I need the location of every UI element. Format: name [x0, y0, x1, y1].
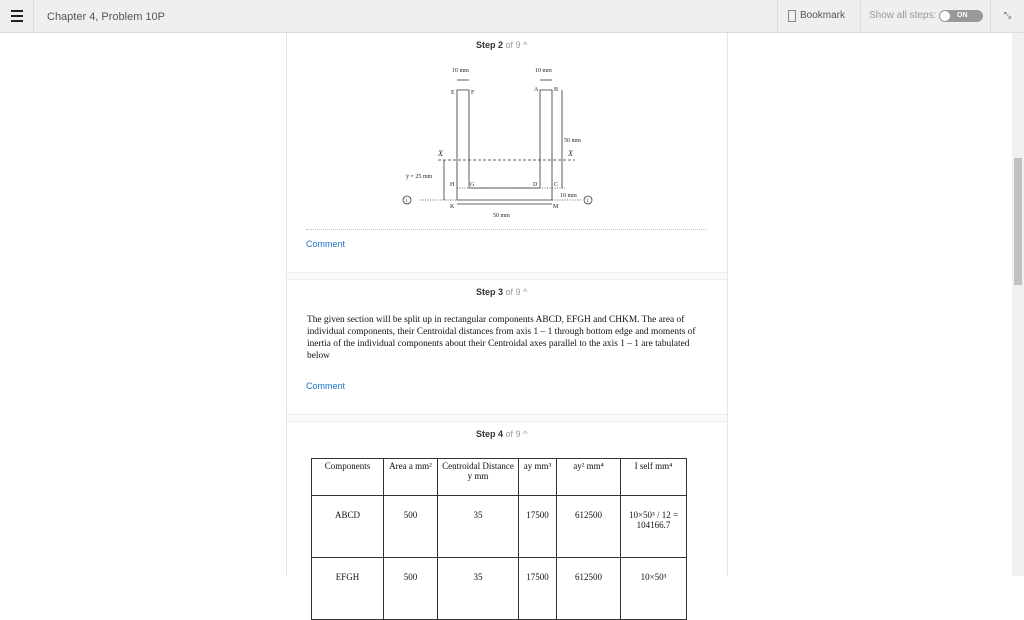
step-4-header[interactable]: Step 4 of 9 ^: [476, 429, 528, 439]
svg-text:1: 1: [405, 199, 408, 204]
cell: 612500: [557, 496, 621, 558]
svg-text:10 mm: 10 mm: [535, 68, 552, 74]
svg-text:C: C: [554, 182, 559, 188]
header-cell: Components: [312, 459, 384, 496]
svg-text:K: K: [450, 204, 455, 210]
svg-text:10 mm: 10 mm: [452, 68, 469, 74]
collapse-icon[interactable]: ⤡: [990, 0, 1024, 33]
svg-text:M: M: [553, 204, 559, 210]
scrollbar-thumb[interactable]: [1014, 158, 1022, 285]
svg-text:A: A: [534, 87, 539, 93]
cell: 500: [384, 558, 438, 620]
cell: 35: [438, 558, 519, 620]
svg-text:1: 1: [586, 199, 589, 204]
svg-text:50 mm: 50 mm: [493, 213, 510, 219]
cell: 17500: [519, 558, 557, 620]
step-3-header[interactable]: Step 3 of 9 ^: [476, 287, 528, 297]
svg-text:X: X: [438, 149, 443, 158]
table-row: [312, 558, 687, 620]
toggle-label: ON: [957, 12, 968, 19]
svg-text:E: E: [451, 90, 455, 96]
u-section-figure: [390, 60, 610, 225]
comment-link[interactable]: Comment: [306, 381, 346, 391]
header-cell: Area a mm²: [384, 459, 438, 496]
bookmark-label: Bookmark: [800, 10, 846, 21]
comment-link[interactable]: Comment: [306, 239, 346, 249]
cell: 612500: [557, 558, 621, 620]
step-2-header[interactable]: Step 2 of 9 ^: [476, 40, 528, 50]
cell: 500: [384, 496, 438, 558]
svg-text:H: H: [450, 182, 455, 188]
bookmark-icon: [788, 10, 796, 22]
step-separator: [287, 272, 727, 280]
header-cell: Centroidal Distance y mm: [438, 459, 519, 496]
header-cell: ay² mm⁴: [557, 459, 621, 496]
svg-text:ȳ = 25 mm: ȳ = 25 mm: [406, 174, 433, 180]
svg-text:B: B: [554, 87, 559, 93]
step-3-text: The given section will be split up in rectangular components ABCD, EFGH and CHKM. The area of individual components, their Centroidal distances from axis 1 – 1 through bottom edge and moments of inertia of the individual components about their Centroidal axes parallel to the axis 1 – 1 are tabulated below: [307, 315, 696, 361]
bookmark-button[interactable]: [777, 0, 861, 33]
header-cell: ay mm³: [519, 459, 557, 496]
svg-text:G: G: [470, 182, 475, 188]
cell: 10×50³ / 12 = 104166.7: [621, 496, 687, 558]
table-header-row: [312, 459, 687, 496]
header-cell: I self mm⁴: [621, 459, 687, 496]
divider: [306, 229, 706, 230]
page-title: Chapter 4, Problem 10P: [47, 11, 166, 23]
menu-icon[interactable]: [0, 0, 34, 33]
svg-text:X: X: [568, 149, 573, 158]
cell: 10×50³: [621, 558, 687, 620]
cell: ABCD: [312, 496, 384, 558]
components-table: [311, 458, 687, 620]
svg-text:50 mm: 50 mm: [564, 138, 581, 144]
header: [0, 0, 1024, 33]
step-separator: [287, 414, 727, 422]
show-all-steps-label: Show all steps:: [869, 10, 937, 21]
svg-text:F: F: [471, 90, 475, 96]
svg-text:10 mm: 10 mm: [560, 193, 577, 199]
cell: EFGH: [312, 558, 384, 620]
cell: 17500: [519, 496, 557, 558]
table-row: [312, 496, 687, 558]
scrollbar[interactable]: [1012, 33, 1024, 576]
cell: 35: [438, 496, 519, 558]
show-all-steps-toggle[interactable]: [939, 10, 983, 22]
svg-text:D: D: [533, 182, 538, 188]
